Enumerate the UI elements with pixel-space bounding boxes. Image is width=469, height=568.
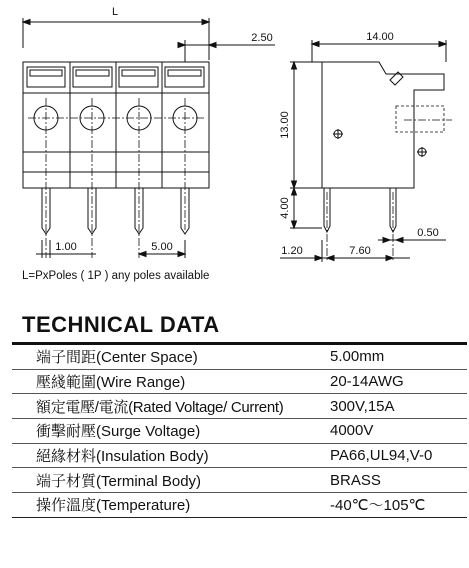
spec-value: 300V,15A [306,394,467,419]
spec-value: 20-14AWG [306,369,467,394]
spec-row [12,369,467,394]
spec-table [12,345,467,518]
spec-row [12,394,467,419]
spec-row [12,493,467,518]
spec-row [12,419,467,444]
front-view [23,18,275,258]
spec-row [12,345,467,369]
spec-value: 5.00mm [306,345,467,369]
spec-row [12,468,467,493]
dim-pin-spacing: 7.60 [349,245,371,257]
dim-pin-length: 4.00 [279,197,291,219]
spec-row [12,443,467,468]
pole-note: L=PxPoles ( 1P ) any poles available [22,270,210,282]
spec-value: BRASS [306,468,467,493]
dim-height: 13.00 [279,111,291,139]
spec-value: -40℃～105℃ [306,493,467,518]
dim-pitch: 5.00 [151,241,173,253]
dim-pin-width: 1.00 [55,241,77,253]
dim-length: L [111,6,119,18]
spec-label: 端子間距(Center Space) [12,345,306,369]
spec-label: 操作溫度(Temperature) [12,493,306,518]
dim-pitch-offset: 2.50 [251,32,273,44]
dim-pin-thickness: 0.50 [417,227,439,239]
dim-pin-offset: 1.20 [281,245,303,257]
spec-label: 端子材質(Terminal Body) [12,468,306,493]
spec-value: 4000V [306,419,467,444]
spec-label: 衝擊耐壓(Surge Voltage) [12,419,306,444]
section-title: TECHNICAL DATA [22,312,220,337]
spec-label: 絕緣材料(Insulation Body) [12,443,306,468]
spec-label: 壓綫範圍(Wire Range) [12,369,306,394]
spec-label: 額定電壓/電流(Rated Voltage/ Current) [12,394,306,419]
spec-value: PA66,UL94,V-0 [306,443,467,468]
dim-width: 14.00 [366,31,394,43]
